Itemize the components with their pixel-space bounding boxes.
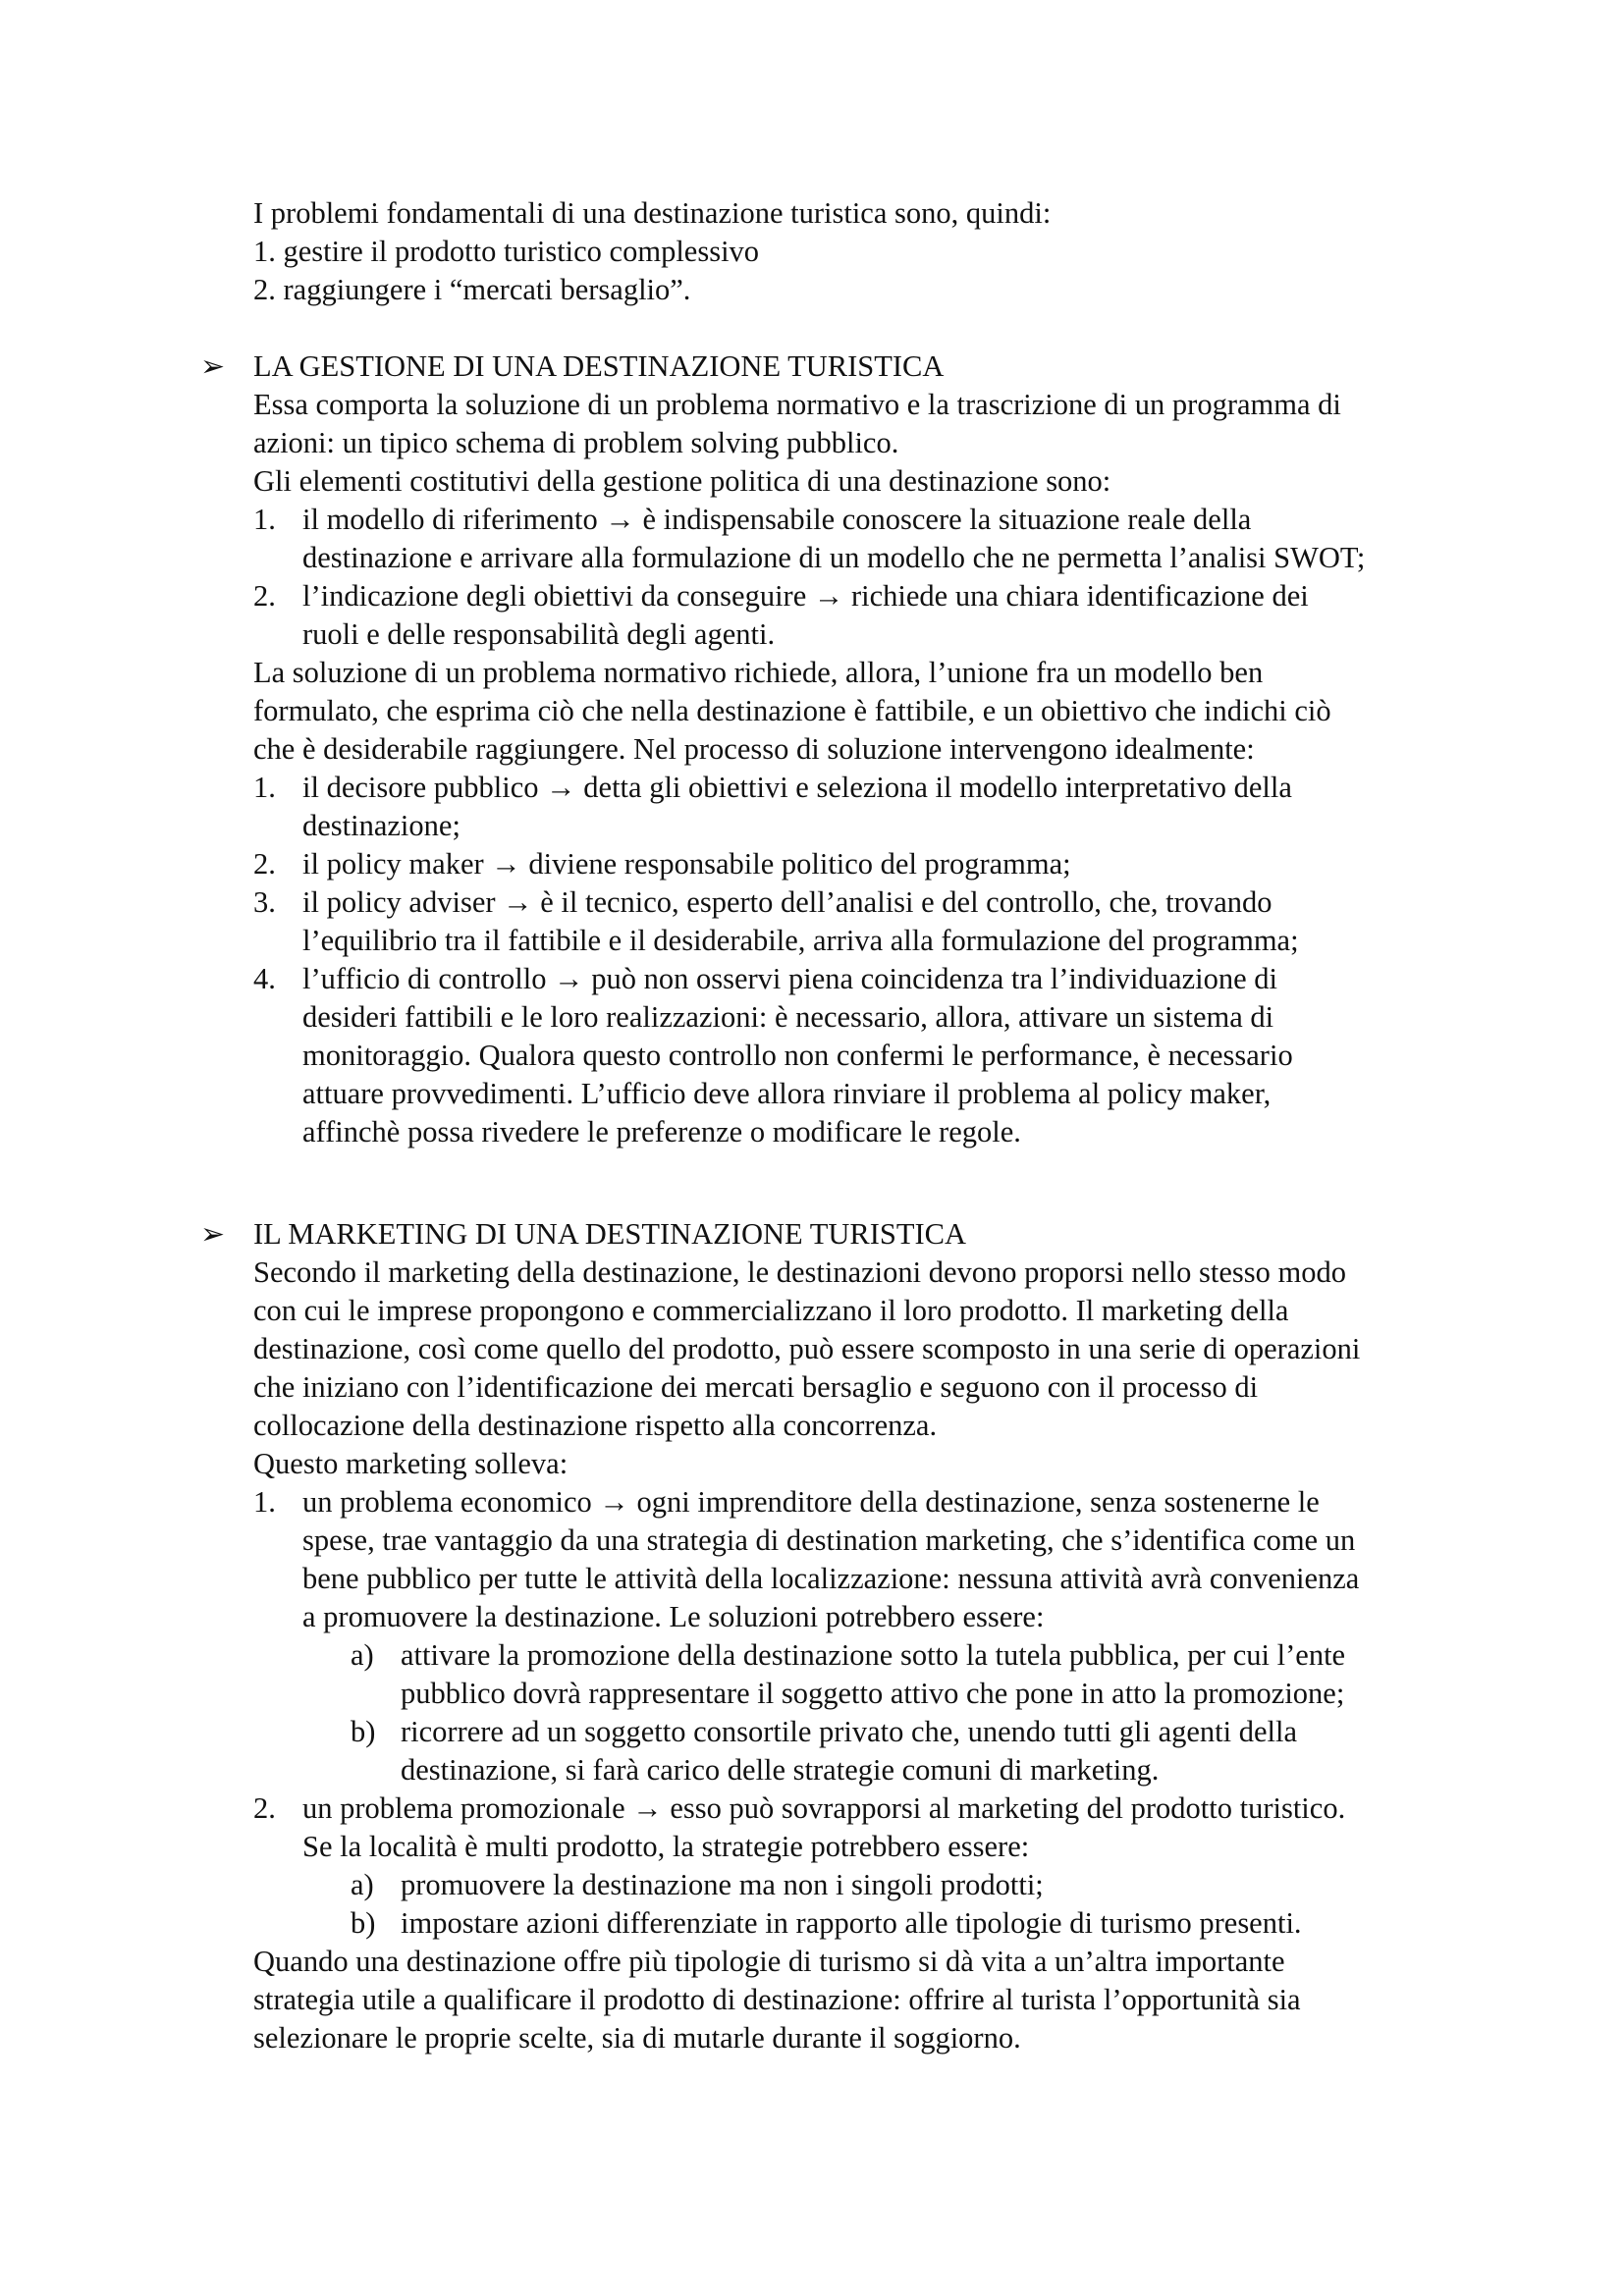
list-item-continuation: monitoraggio. Qualora questo controllo non confermi le performance, è necessario: [302, 1039, 1293, 1072]
list-item-continuation: ruoli e delle responsabilità degli agenti.: [302, 617, 776, 651]
paragraph-line: Questo marketing solleva:: [253, 1447, 568, 1480]
list-number: 1.: [253, 1485, 276, 1519]
list-item-continuation: destinazione e arrivare alla formulazione di un modello che ne permetta l’analisi SWOT;: [302, 541, 1366, 574]
intro-line: I problemi fondamentali di una destinazione turistica sono, quindi:: [253, 196, 1052, 230]
paragraph-line: che è desiderabile raggiungere. Nel processo di soluzione intervengono idealmente:: [253, 732, 1255, 766]
sub-list-label: b): [351, 1906, 376, 1940]
list-item: 4. l’ufficio di controllo → può non osservi piena coincidenza tra l’individuazione di: [253, 962, 1277, 995]
sub-list-label: b): [351, 1715, 376, 1748]
paragraph-line: Essa comporta la soluzione di un problema normativo e la trascrizione di un programma di: [253, 388, 1341, 421]
section-title: LA GESTIONE DI UNA DESTINAZIONE TURISTICA: [253, 349, 945, 383]
paragraph-line: formulato, che esprima ciò che nella destinazione è fattibile, e un obiettivo che indichi ciò: [253, 694, 1331, 727]
paragraph-line: selezionare le proprie scelte, sia di mutarle durante il soggiorno.: [253, 2021, 1021, 2055]
list-item-continuation: bene pubblico per tutte le attività della localizzazione: nessuna attività avrà convenienza: [302, 1562, 1360, 1595]
paragraph-line: La soluzione di un problema normativo richiede, allora, l’unione fra un modello ben: [253, 656, 1264, 689]
list-item: 3. il policy adviser → è il tecnico, esperto dell’analisi e del controllo, che, trovando: [253, 885, 1272, 919]
paragraph-line: azioni: un tipico schema di problem solving pubblico.: [253, 426, 899, 459]
sub-list-label: a): [351, 1868, 374, 1901]
paragraph-line: Secondo il marketing della destinazione, le destinazioni devono proporsi nello stesso modo: [253, 1255, 1347, 1289]
paragraph-line: con cui le imprese propongono e commercializzano il loro prodotto. Il marketing della: [253, 1294, 1289, 1327]
arrow-bullet-icon: ➢: [200, 1218, 226, 1251]
list-item-continuation: a promuovere la destinazione. Le soluzioni potrebbero essere:: [302, 1600, 1045, 1633]
list-number: 1.: [253, 503, 276, 536]
list-item: 1. il decisore pubblico → detta gli obiettivi e seleziona il modello interpretativo della: [253, 771, 1292, 804]
section-heading: [200, 351, 944, 382]
list-item-continuation: destinazione;: [302, 809, 460, 842]
sub-list-item: b) impostare azioni differenziate in rapporto alle tipologie di turismo presenti.: [351, 1906, 1302, 1940]
list-item: 2. un problema promozionale → esso può sovrapporsi al marketing del prodotto turistico.: [253, 1791, 1346, 1825]
paragraph-line: che iniziano con l’identificazione dei mercati bersaglio e seguono con il processo di: [253, 1370, 1259, 1404]
paragraph-line: collocazione della destinazione rispetto alla concorrenza.: [253, 1409, 938, 1442]
paragraph-line: Gli elementi costitutivi della gestione politica di una destinazione sono:: [253, 464, 1111, 498]
paragraph-line: destinazione, così come quello del prodotto, può essere scomposto in una serie di operazioni: [253, 1332, 1361, 1365]
list-number: 3.: [253, 885, 276, 919]
section-title: IL MARKETING DI UNA DESTINAZIONE TURISTICA: [253, 1217, 966, 1251]
list-number: 2.: [253, 847, 276, 881]
arrow-bullet-icon: ➢: [200, 350, 226, 383]
sub-list-item: b) ricorrere ad un soggetto consortile privato che, unendo tutti gli agenti della: [351, 1715, 1298, 1748]
sub-list-label: a): [351, 1638, 374, 1672]
list-number: 2.: [253, 1791, 276, 1825]
list-item: 2. l’indicazione degli obiettivi da conseguire → richiede una chiara identificazione dei: [253, 579, 1309, 613]
list-item-continuation: affinchè possa rivedere le preferenze o modificare le regole.: [302, 1115, 1021, 1148]
list-number: 1.: [253, 771, 276, 804]
sub-list-item-continuation: destinazione, si farà carico delle strategie comuni di marketing.: [401, 1753, 1160, 1787]
sub-list-item: a) attivare la promozione della destinazione sotto la tutela pubblica, per cui l’ente: [351, 1638, 1346, 1672]
list-item-continuation: l’equilibrio tra il fattibile e il desiderabile, arriva alla formulazione del programma;: [302, 924, 1299, 957]
list-item-continuation: desideri fattibili e le loro realizzazioni: è necessario, allora, attivare un sistema di: [302, 1000, 1274, 1034]
list-item-continuation: Se la località è multi prodotto, la strategie potrebbero essere:: [302, 1830, 1030, 1863]
paragraph-line: strategia utile a qualificare il prodotto di destinazione: offrire al turista l’opportunità sia: [253, 1983, 1301, 2016]
intro-line: 2. raggiungere i “mercati bersaglio”.: [253, 273, 691, 306]
sub-list-item: a) promuovere la destinazione ma non i singoli prodotti;: [351, 1868, 1044, 1901]
intro-line: 1. gestire il prodotto turistico complessivo: [253, 235, 760, 268]
paragraph-line: Quando una destinazione offre più tipologie di turismo si dà vita a un’altra importante: [253, 1945, 1285, 1978]
list-item: 2. il policy maker → diviene responsabile politico del programma;: [253, 847, 1071, 881]
sub-list-item-continuation: pubblico dovrà rappresentare il soggetto attivo che pone in atto la promozione;: [401, 1677, 1345, 1710]
list-number: 4.: [253, 962, 276, 995]
list-number: 2.: [253, 579, 276, 613]
section-heading: [200, 1219, 966, 1250]
list-item-continuation: attuare provvedimenti. L’ufficio deve allora rinviare il problema al policy maker,: [302, 1077, 1272, 1110]
list-item: 1. un problema economico → ogni imprenditore della destinazione, senza sostenerne le: [253, 1485, 1320, 1519]
list-item: 1. il modello di riferimento → è indispensabile conoscere la situazione reale della: [253, 503, 1252, 536]
list-item-continuation: spese, trae vantaggio da una strategia di destination marketing, che s’identifica come un: [302, 1523, 1356, 1557]
